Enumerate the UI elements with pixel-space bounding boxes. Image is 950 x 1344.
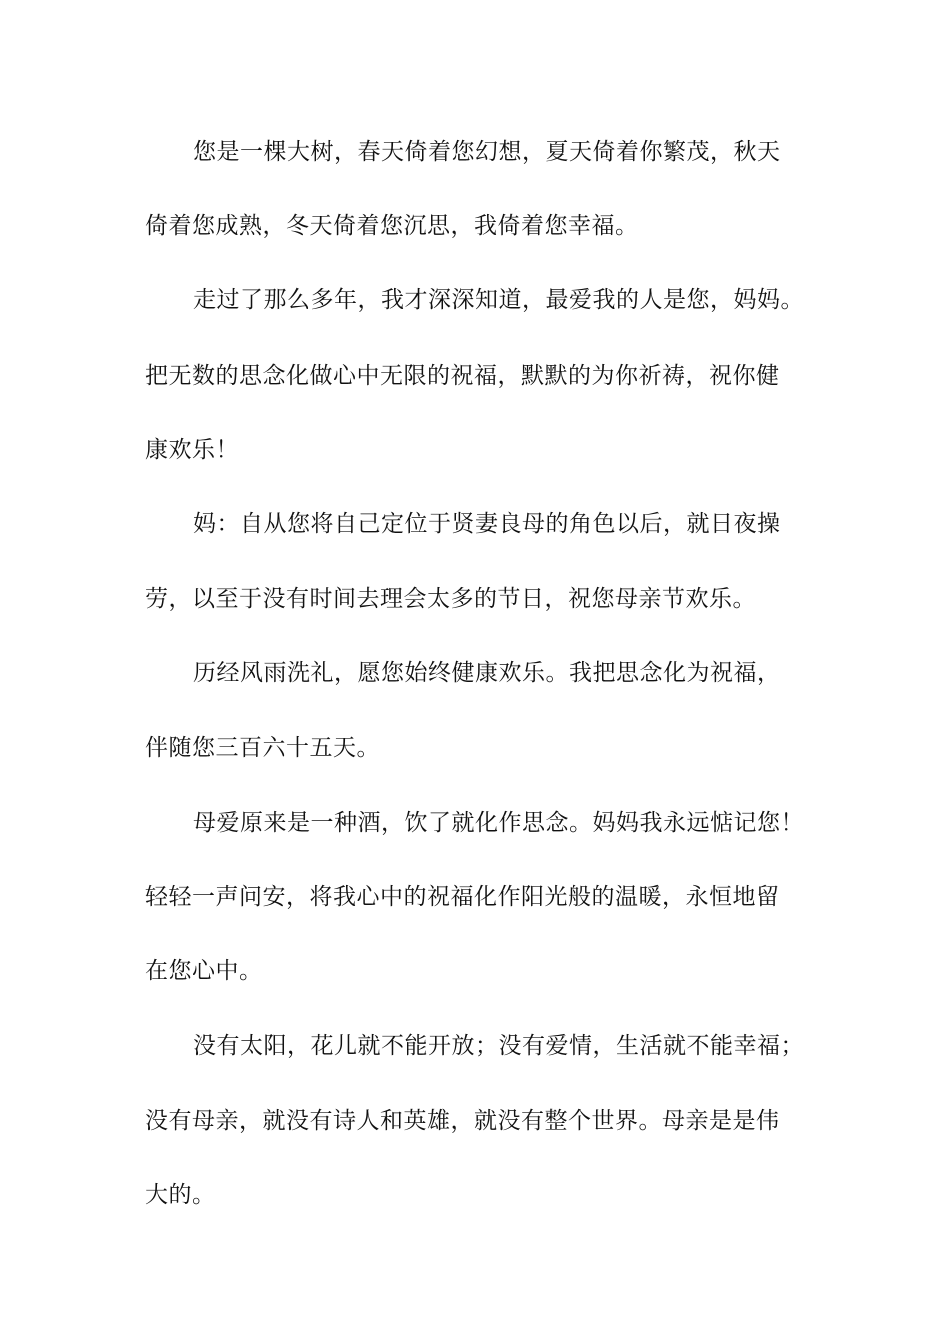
paragraph-line: 倚着您成熟，冬天倚着您沉思，我倚着您幸福。 <box>145 213 639 239</box>
paragraph-line: 伴随您三百六十五天。 <box>145 735 380 761</box>
paragraph-line: 没有母亲，就没有诗人和英雄，就没有整个世界。母亲是是伟 <box>145 1108 780 1134</box>
paragraph-line: 走过了那么多年，我才深深知道，最爱我的人是您，妈妈。 <box>193 287 804 313</box>
paragraph-line: 康欢乐！ <box>145 437 239 463</box>
paragraph-line: 轻轻一声问安，将我心中的祝福化作阳光般的温暖，永恒地留 <box>145 884 780 910</box>
paragraph-line: 在您心中。 <box>145 958 263 984</box>
paragraph-line: 历经风雨洗礼，愿您始终健康欢乐。我把思念化为祝福， <box>193 660 781 686</box>
paragraph-line: 您是一棵大树，春天倚着您幻想，夏天倚着你繁茂，秋天 <box>193 139 781 165</box>
paragraph-line: 劳，以至于没有时间去理会太多的节日，祝您母亲节欢乐。 <box>145 586 756 612</box>
paragraph-line: 妈：自从您将自己定位于贤妻良母的角色以后，就日夜操 <box>193 511 781 537</box>
paragraph-line: 没有太阳，花儿就不能开放；没有爱情，生活就不能幸福； <box>193 1033 804 1059</box>
paragraph-line: 母爱原来是一种酒，饮了就化作思念。妈妈我永远惦记您！ <box>193 810 804 836</box>
paragraph-line: 把无数的思念化做心中无限的祝福，默默的为你祈祷，祝你健 <box>145 363 780 389</box>
paragraph-line: 大的。 <box>145 1182 216 1208</box>
